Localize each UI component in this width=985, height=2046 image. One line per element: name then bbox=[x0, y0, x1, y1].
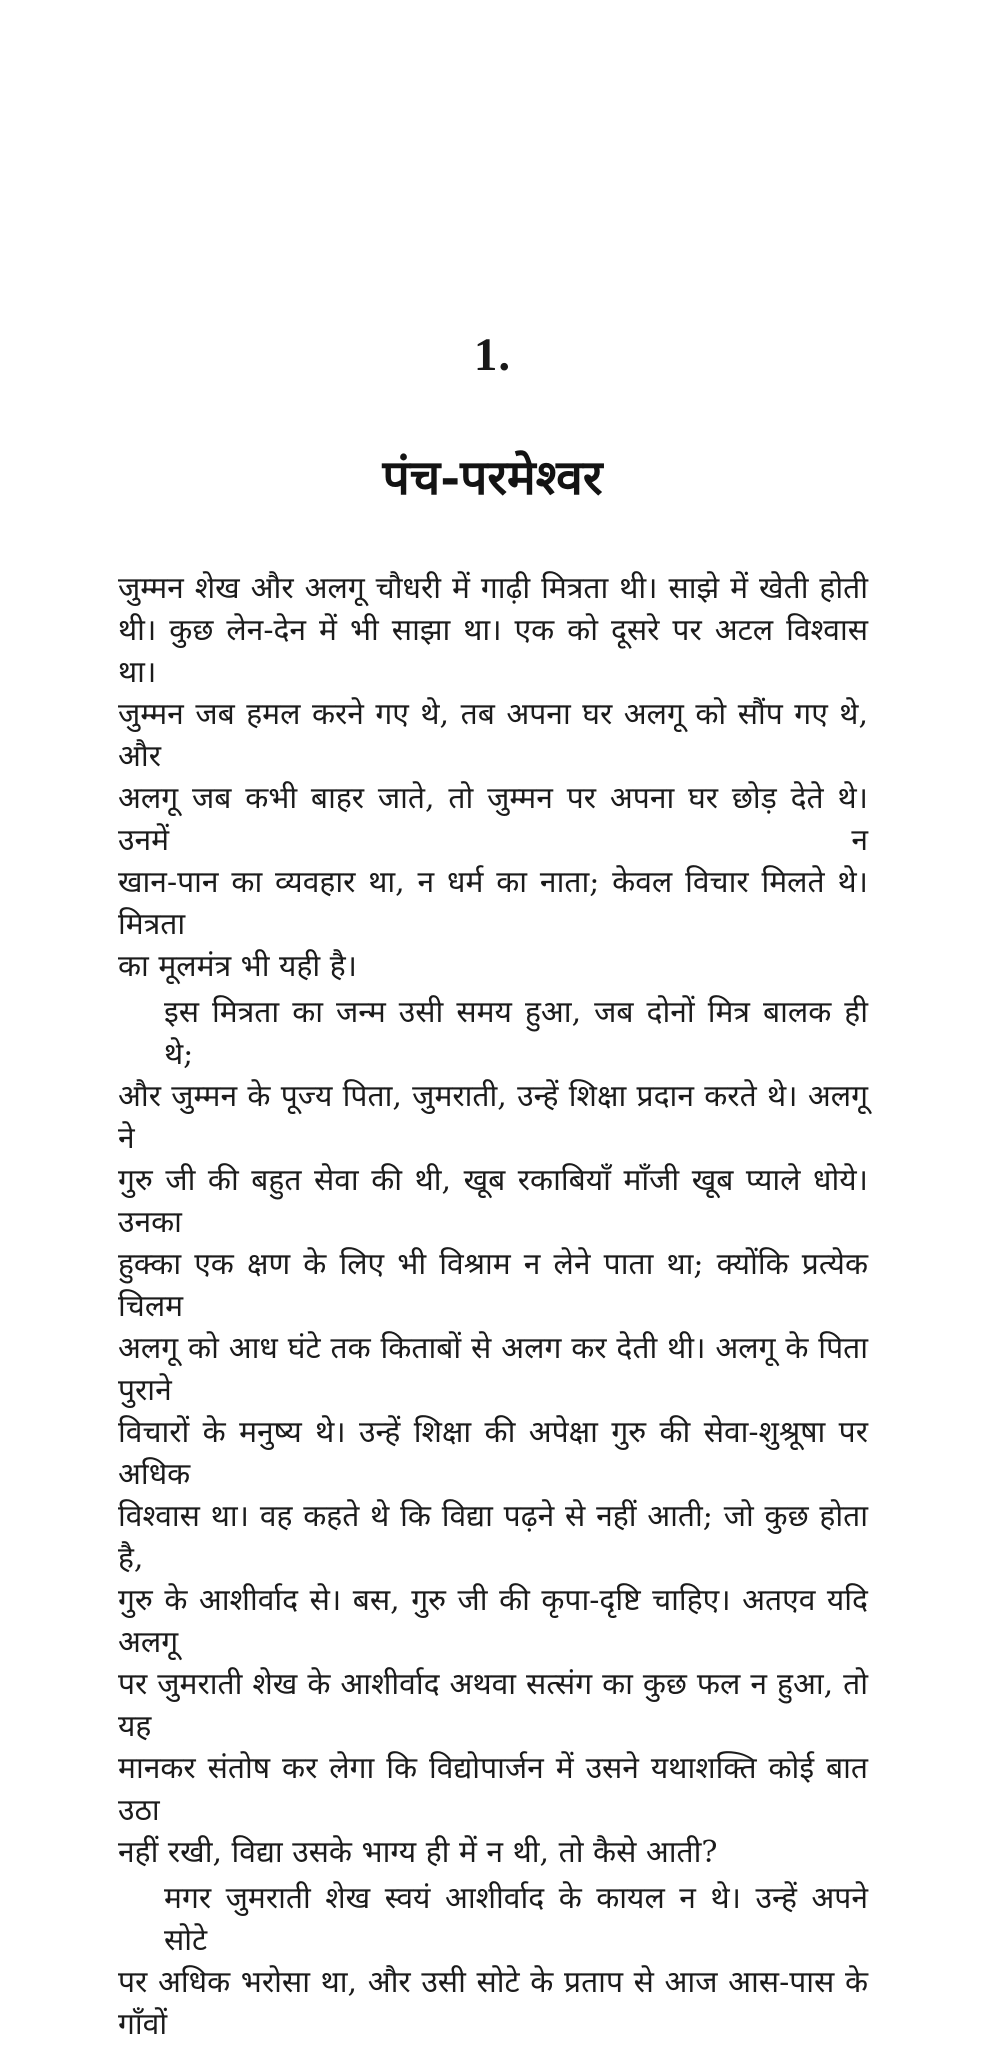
text-line: गुरु जी की बहुत सेवा की थी, खूब रकाबियाँ माँजी खूब प्याले धोये। उनका bbox=[118, 1163, 868, 1240]
chapter-number: 1. bbox=[473, 329, 512, 381]
text-line: और जुम्मन के पूज्य पिता, जुमराती, उन्हें शिक्षा प्रदान करते थे। अलगू ने bbox=[118, 1079, 868, 1156]
text-line: पर अधिक भरोसा था, और उसी सोटे के प्रताप से आज आस-पास के गाँवों bbox=[118, 1965, 868, 2042]
text-line: मगर जुमराती शेख स्वयं आशीर्वाद के कायल न थे। उन्हें अपने सोटे bbox=[164, 1881, 868, 1958]
text-line: इस मित्रता का जन्म उसी समय हुआ, जब दोनों मित्र बालक ही थे; bbox=[164, 995, 868, 1072]
text-line: खान-पान का व्यवहार था, न धर्म का नाता; केवल विचार मिलते थे। मित्रता bbox=[118, 865, 868, 942]
text-line: जुम्मन जब हमल करने गए थे, तब अपना घर अलगू को सौंप गए थे, और bbox=[118, 697, 868, 774]
text-line: अलगू को आध घंटे तक किताबों से अलग कर देती थी। अलगू के पिता पुराने bbox=[118, 1331, 868, 1408]
text-line: हुक्का एक क्षण के लिए भी विश्राम न लेने पाता था; क्योंकि प्रत्येक चिलम bbox=[118, 1247, 868, 1324]
paragraph bbox=[118, 992, 868, 1874]
body-text bbox=[118, 568, 868, 2046]
text-line: थी। कुछ लेन-देन में भी साझा था। एक को दूसरे पर अटल विश्वास था। bbox=[118, 613, 868, 690]
paragraph bbox=[118, 1878, 868, 2046]
text-line: विश्वास था। वह कहते थे कि विद्या पढ़ने से नहीं आती; जो कुछ होता है, bbox=[118, 1499, 868, 1576]
text-line: मानकर संतोष कर लेगा कि विद्योपार्जन में उसने यथाशक्ति कोई बात उठा bbox=[118, 1751, 868, 1828]
text-line: अलगू जब कभी बाहर जाते, तो जुम्मन पर अपना घर छोड़ देते थे। उनमें न bbox=[118, 781, 868, 858]
text-line: जुम्मन शेख और अलगू चौधरी में गाढ़ी मित्रता थी। साझे में खेती होती bbox=[118, 571, 868, 606]
text-line: नहीं रखी, विद्या उसके भाग्य ही में न थी, तो कैसे आती? bbox=[118, 1835, 718, 1870]
text-line: का मूलमंत्र भी यही है। bbox=[118, 949, 357, 984]
paragraph bbox=[118, 568, 868, 988]
text-line: पर जुमराती शेख के आशीर्वाद अथवा सत्संग का कुछ फल न हुआ, तो यह bbox=[118, 1667, 868, 1744]
text-line: गुरु के आशीर्वाद से। बस, गुरु जी की कृपा-दृष्टि चाहिए। अतएव यदि अलगू bbox=[118, 1583, 868, 1660]
chapter-title: पंच-परमेश्वर bbox=[382, 450, 603, 506]
text-line: विचारों के मनुष्य थे। उन्हें शिक्षा की अपेक्षा गुरु की सेवा-शुश्रूषा पर अधिक bbox=[118, 1415, 868, 1492]
